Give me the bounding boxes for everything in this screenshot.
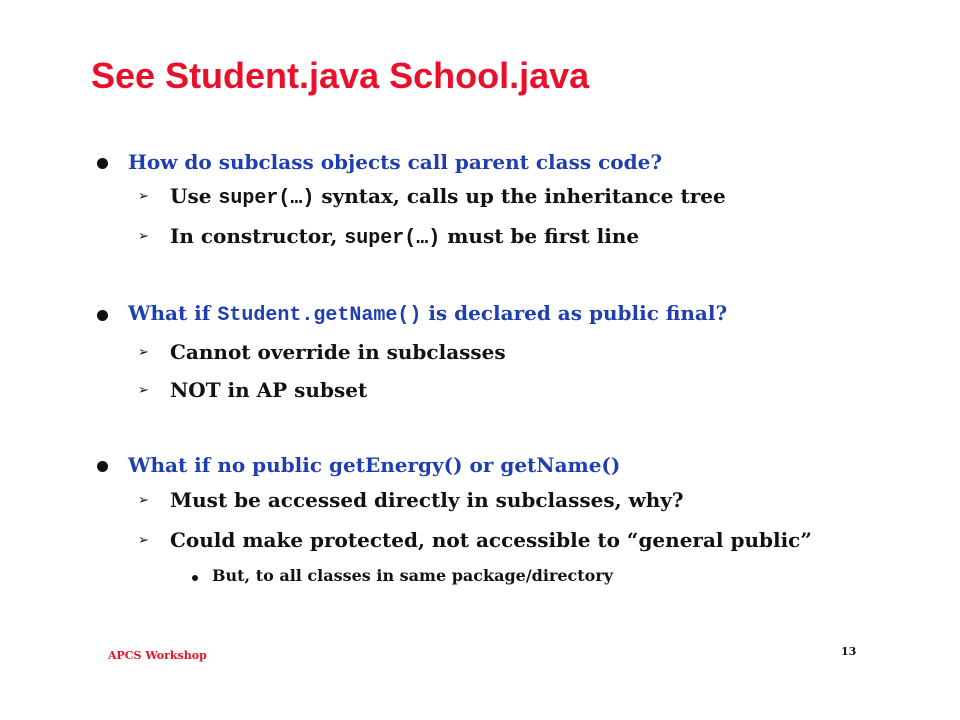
sub-text: Must be accessed directly in subclasses, why? (170, 488, 684, 512)
code-text: super(…) (344, 227, 441, 250)
arrow-bullet-icon: ➢ (138, 189, 149, 204)
sub-text: Could make protected, not accessible to “general public” (170, 528, 812, 552)
bullet-3 (128, 455, 620, 475)
bullet-1-text: How do subclass objects call parent class code? (128, 150, 663, 174)
code-text: super(…) (218, 187, 315, 210)
code-text: Student.getName() (217, 304, 422, 327)
bullet-2-text: is declared as public final? (421, 301, 728, 325)
sub-text: Use (170, 184, 219, 208)
arrow-bullet-icon: ➢ (138, 493, 149, 508)
arrow-bullet-icon: ➢ (138, 533, 149, 548)
footer-label: APCS Workshop (108, 649, 207, 662)
sub-bullet-1-2 (170, 226, 639, 249)
sub-bullet-2-2 (170, 380, 367, 400)
bullet-dot-icon (97, 310, 108, 321)
sub-text: must be first line (440, 224, 640, 248)
sub-bullet-3-2 (170, 530, 812, 550)
sub-sub-text: But, to all classes in same package/directory (212, 566, 614, 585)
page-number: 13 (841, 645, 857, 658)
bullet-3-text: What if no public getEnergy() or getName() (128, 453, 621, 477)
arrow-bullet-icon: ➢ (138, 383, 149, 398)
sub-bullet-1-1 (170, 186, 726, 209)
bullet-2 (128, 303, 727, 326)
arrow-bullet-icon: ➢ (138, 229, 149, 244)
sub-text: Cannot override in subclasses (170, 340, 506, 364)
small-bullet-icon (192, 575, 198, 581)
bullet-2-text: What if (128, 301, 218, 325)
bullet-dot-icon (97, 158, 108, 169)
sub-text: In constructor, (170, 224, 345, 248)
arrow-bullet-icon: ➢ (138, 345, 149, 360)
sub-bullet-3-1 (170, 490, 684, 510)
sub-text: syntax, calls up the inheritance tree (314, 184, 726, 208)
sub-text: NOT in AP subset (170, 378, 368, 402)
slide-title: See Student.java School.java (91, 55, 590, 96)
bullet-1 (128, 152, 662, 172)
sub-bullet-2-1 (170, 342, 506, 362)
sub-sub-bullet-3-1 (212, 568, 613, 584)
bullet-dot-icon (97, 461, 108, 472)
